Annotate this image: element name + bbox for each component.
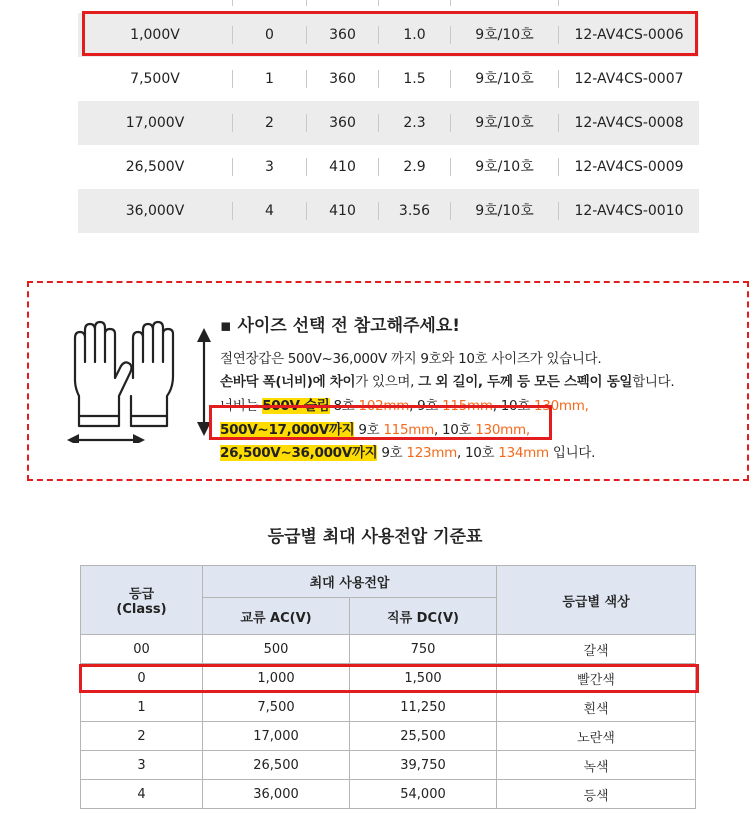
class-cell: 2	[265, 115, 274, 131]
color-cell: 등색	[497, 780, 696, 809]
size-notice-box	[27, 281, 749, 481]
same-spec-text: 그 외 길이, 두께 등 모든 스펙이 동일	[418, 374, 633, 390]
ac-header: 교류 AC(V)	[203, 598, 350, 635]
class-header-label: 등급	[128, 587, 155, 602]
length-cell: 360	[329, 27, 356, 43]
spec-row	[78, 189, 699, 233]
max-voltage-header: 최대 사용전압	[203, 566, 497, 598]
size-label: , 9호	[409, 398, 443, 414]
class-cell: 0	[81, 664, 203, 693]
voltage-cell: 36,000V	[125, 203, 185, 219]
class-cell: 1	[81, 693, 203, 722]
class-cell: 3	[81, 751, 203, 780]
length-cell: 410	[329, 203, 356, 219]
size-label: 9호	[354, 422, 384, 438]
thickness-cell: 3.56	[398, 203, 431, 219]
size-value: 130mm,	[534, 398, 589, 414]
class-cell: 00	[81, 635, 203, 664]
dc-cell: 11,250	[350, 693, 497, 722]
thickness-cell: 1.5	[403, 71, 426, 87]
notice-title-text: 사이즈 선택 전 참고해주세요!	[237, 316, 461, 336]
size-label: , 10호	[456, 445, 499, 461]
code-cell: 12-AV4CS-0009	[574, 159, 684, 175]
spec-row	[78, 145, 699, 189]
ac-cell: 7,500	[203, 693, 350, 722]
dc-cell: 750	[350, 635, 497, 664]
thickness-cell: 2.3	[403, 115, 426, 131]
size-cell: 9호/10호	[475, 71, 534, 87]
notice-title	[220, 311, 460, 336]
notice-line-1: 절연장갑은 500V~36,000V 까지 9호와 10호 사이즈가 있습니다.	[220, 351, 602, 367]
class-cell: 1	[265, 71, 274, 87]
size-cell: 9호/10호	[475, 115, 534, 131]
voltage-cell: 7,500V	[130, 71, 180, 87]
ac-cell: 1,000	[203, 664, 350, 693]
color-cell: 녹색	[497, 751, 696, 780]
class-cell: 4	[81, 780, 203, 809]
code-cell: 12-AV4CS-0007	[574, 71, 684, 87]
color-header: 등급별 색상	[497, 566, 696, 635]
column-divider	[378, 0, 379, 6]
highlight-frame	[79, 664, 699, 693]
class-cell: 2	[81, 722, 203, 751]
size-value: 102mm	[358, 398, 410, 414]
thickness-cell: 1.0	[403, 27, 426, 43]
table-row	[81, 722, 696, 751]
range-highlight: 26,500V~36,000V까지	[220, 445, 378, 461]
voltage-cell: 26,500V	[125, 159, 185, 175]
class-header-en: (Class)	[116, 602, 167, 617]
notice-line-5	[220, 441, 595, 461]
size-label: 9호	[377, 445, 407, 461]
table-row	[81, 635, 696, 664]
column-divider	[232, 0, 233, 6]
column-divider	[558, 0, 559, 6]
thickness-cell: 2.9	[403, 159, 426, 175]
range-highlight: 500V 슬림	[262, 398, 330, 414]
size-value: 115mm	[442, 398, 493, 414]
highlight-frame	[82, 11, 698, 56]
notice-text: 합니다.	[632, 374, 675, 390]
notice-text: 너비는	[220, 398, 263, 414]
class-cell: 4	[265, 203, 274, 219]
code-cell: 12-AV4CS-0010	[574, 203, 684, 219]
dc-cell: 54,000	[350, 780, 497, 809]
dc-cell: 1,500	[350, 664, 497, 693]
size-cell: 9호/10호	[475, 159, 534, 175]
highlight-frame	[209, 405, 552, 440]
glove-size-icon	[63, 318, 223, 443]
color-cell: 빨간색	[497, 664, 696, 693]
table-row	[81, 751, 696, 780]
voltage-cell: 17,000V	[125, 115, 185, 131]
column-divider	[450, 0, 451, 6]
ac-cell: 17,000	[203, 722, 350, 751]
code-cell: 12-AV4CS-0008	[574, 115, 684, 131]
table-row	[81, 693, 696, 722]
notice-line-2	[220, 370, 674, 390]
ac-cell: 26,500	[203, 751, 350, 780]
color-cell: 흰색	[497, 693, 696, 722]
voltage-cell: 1,000V	[130, 27, 180, 43]
length-cell: 410	[329, 159, 356, 175]
size-label: , 10호	[433, 422, 476, 438]
ac-cell: 36,000	[203, 780, 350, 809]
table-row	[81, 780, 696, 809]
palm-width-text: 손바닥 폭(너비)에 차이	[220, 374, 356, 390]
class-cell: 0	[265, 27, 274, 43]
code-cell: 12-AV4CS-0006	[574, 27, 684, 43]
ac-cell: 500	[203, 635, 350, 664]
notice-text: 입니다.	[548, 445, 596, 461]
length-cell: 360	[329, 71, 356, 87]
size-cell: 9호/10호	[475, 203, 534, 219]
bullet-icon: ▪	[220, 316, 232, 336]
standard-table-title: 등급별 최대 사용전압 기준표	[267, 527, 483, 547]
dc-cell: 25,500	[350, 722, 497, 751]
color-cell: 노란색	[497, 722, 696, 751]
dc-header: 직류 DC(V)	[350, 598, 497, 635]
size-value: 130mm,	[475, 422, 530, 438]
color-cell: 갈색	[497, 635, 696, 664]
size-label: , 10호	[492, 398, 535, 414]
size-value: 123mm	[406, 445, 457, 461]
size-label: 8호	[329, 398, 359, 414]
length-cell: 360	[329, 115, 356, 131]
spec-row	[78, 101, 699, 145]
size-value: 115mm	[383, 422, 434, 438]
dc-cell: 39,750	[350, 751, 497, 780]
column-divider	[306, 0, 307, 6]
class-header	[81, 566, 203, 635]
range-highlight: 500V~17,000V까지	[220, 422, 355, 438]
spec-row	[78, 57, 699, 101]
size-value: 134mm	[498, 445, 549, 461]
notice-text: 가 있으며,	[355, 374, 419, 390]
size-cell: 9호/10호	[475, 27, 534, 43]
class-cell: 3	[265, 159, 274, 175]
